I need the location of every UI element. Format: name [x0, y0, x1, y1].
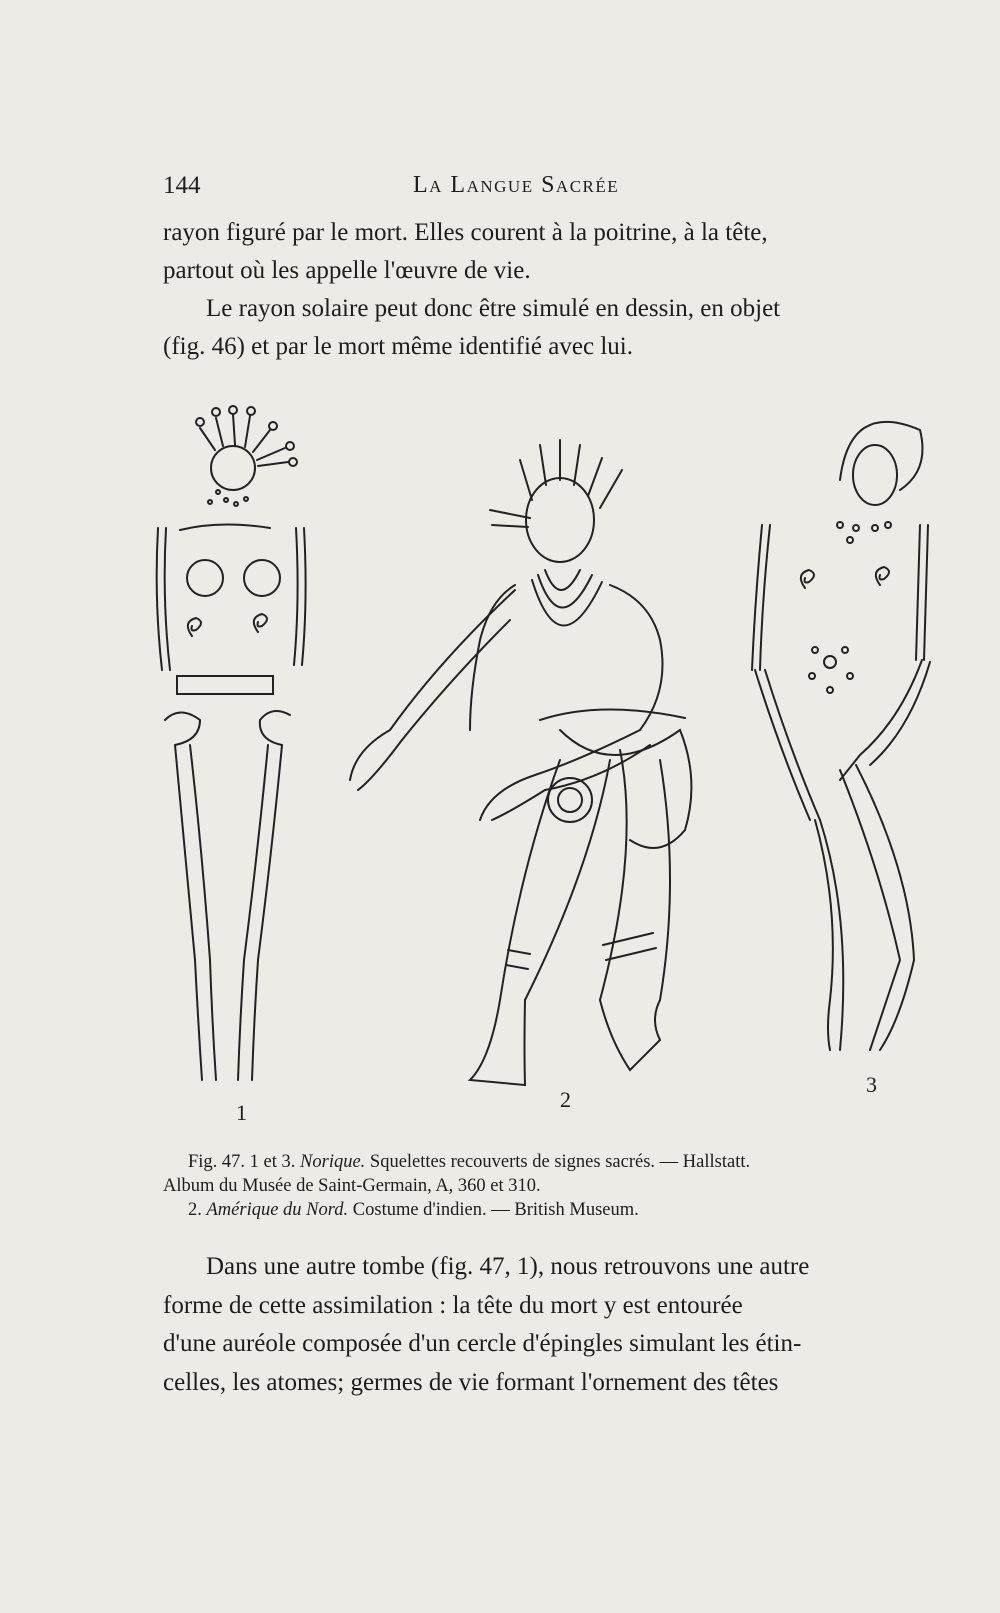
text-line: Dans une autre tombe (fig. 47, 1), nous retrouvons une autre — [206, 1253, 810, 1280]
paragraph-bottom — [163, 1248, 923, 1402]
caption-fig-prefix: Fig. 47. 1 et 3. — [188, 1152, 296, 1172]
skeleton-1-drawing — [157, 406, 306, 1080]
paragraph-top — [163, 214, 923, 366]
figure-label-1: 1 — [236, 1100, 247, 1125]
text-line: d'une auréole composée d'un cercle d'épingles simulant les étin- — [163, 1330, 802, 1357]
running-title: La Langue Sacrée — [413, 172, 620, 198]
dancer-2-drawing — [350, 440, 691, 1085]
figure-label-2: 2 — [560, 1087, 571, 1112]
text-line: Le rayon solaire peut donc être simulé en dessin, en objet — [206, 295, 781, 322]
figure-label-3: 3 — [866, 1072, 877, 1097]
caption-text-3: Costume d'indien. — British Museum. — [352, 1200, 639, 1220]
text-line: forme de cette assimilation : la tête du mort y est entourée — [163, 1291, 743, 1319]
page-number: 144 — [163, 172, 201, 199]
caption-line — [163, 1198, 933, 1222]
text-line: rayon figuré par le mort. Elles courent à la poitrine, à la tête, — [163, 219, 768, 246]
caption-num-2: 2. — [188, 1200, 202, 1220]
caption-place-1: Norique. — [300, 1152, 366, 1172]
caption-line: Album du Musée de Saint-Germain, A, 360 et 310. — [163, 1176, 541, 1196]
text-line: (fig. 46) et par le mort même identifié avec lui. — [163, 333, 633, 360]
caption-text-1: Squelettes recouverts de signes sacrés. — Hallstatt. — [369, 1152, 751, 1172]
figure-illustration — [140, 400, 960, 1140]
skeleton-3-drawing — [752, 422, 930, 1050]
figure-caption — [163, 1150, 933, 1222]
caption-line — [163, 1150, 933, 1174]
text-line: celles, les atomes; germes de vie formant l'ornement des têtes — [163, 1368, 779, 1396]
page-header — [163, 172, 923, 206]
text-line: partout où les appelle l'œuvre de vie. — [163, 257, 531, 284]
caption-place-2: Amérique du Nord. — [206, 1200, 349, 1220]
figure-47 — [140, 400, 960, 1140]
